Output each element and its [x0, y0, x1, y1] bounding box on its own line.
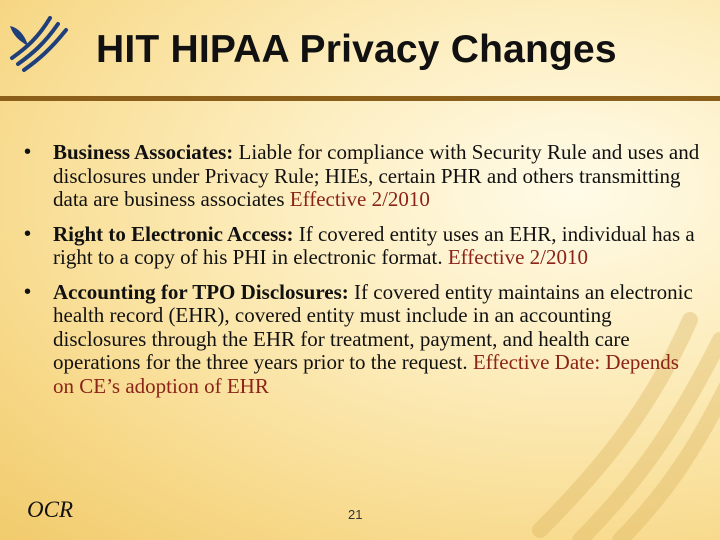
- bullet-marker: •: [24, 141, 32, 163]
- bullet-electronic-access: [24, 223, 704, 270]
- bullet-list: [24, 141, 704, 409]
- bullet-heading: Accounting for TPO Disclosures:: [53, 279, 349, 304]
- footer-org: OCR: [27, 497, 73, 522]
- page-number: 21: [348, 507, 363, 522]
- slide-title: HIT HIPAA Privacy Changes: [96, 28, 617, 71]
- title-divider: [0, 96, 720, 101]
- bullet-body: If covered entity uses an EHR, individual has a right to a copy of his PHI in electronic format.: [53, 221, 695, 269]
- effective-date: Effective 2/2010: [289, 187, 430, 211]
- bullet-body: Liable for compliance with Security Rule and uses and disclosures under Privacy Rule; HIEs, certain PHR and others transmitting data are business associates: [53, 140, 700, 211]
- bullet-accounting-tpo: [24, 281, 704, 399]
- bullet-marker: •: [24, 280, 32, 303]
- bullet-body: If covered entity maintains an electronic health record (EHR), covered entity must include in an accounting disclosures through the EHR for treatment, payment, and health care operations for the three years prior to the request.: [53, 279, 693, 374]
- hhs-eagle-logo-icon: [4, 8, 74, 76]
- bullet-heading: Business Associates:: [53, 140, 234, 164]
- bullet-business-associates: [24, 141, 704, 212]
- effective-date: Effective 2/2010: [447, 245, 588, 269]
- bullet-heading: Right to Electronic Access:: [53, 221, 294, 246]
- bullet-marker: •: [24, 222, 32, 245]
- effective-date: Effective Date: Depends on CE’s adoption of EHR: [53, 350, 679, 398]
